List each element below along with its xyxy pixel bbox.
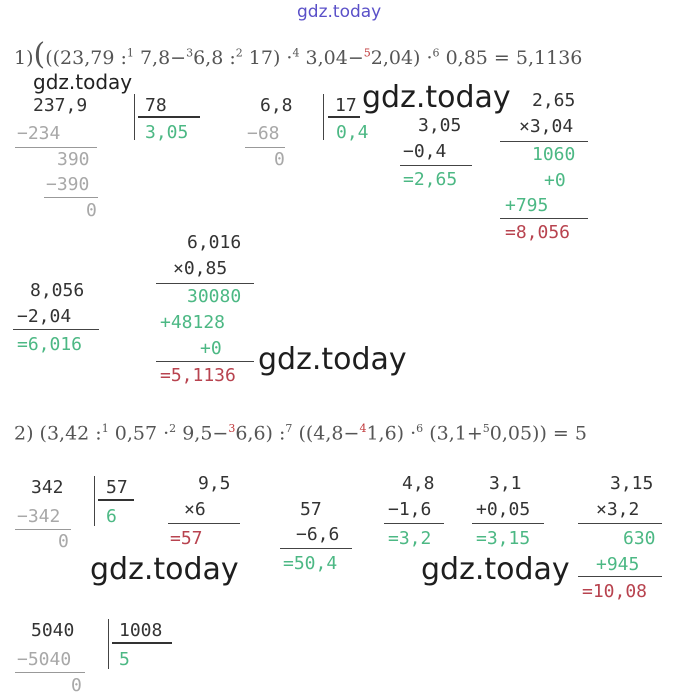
subtrahend: −390 [46,174,90,195]
product-line [156,283,254,284]
division-bar [94,476,95,526]
result-line [500,218,588,219]
watermark: gdz.today [33,70,133,94]
division-bar [108,619,109,669]
subtrahend: −234 [17,123,61,144]
operand: ×3,04 [519,116,574,137]
remainder: 0 [71,675,82,696]
result: =10,08 [582,581,648,602]
result-line [280,548,352,549]
subtraction-line [245,147,285,148]
result-line [400,165,472,166]
result-line [578,576,662,577]
partial-product: +0 [200,338,222,359]
operand: 2,65 [532,90,576,111]
remainder: 0 [86,200,97,221]
dividend: 5040 [31,620,75,641]
product-line [578,523,662,524]
result: =3,15 [476,528,531,549]
partial-product: 1060 [532,144,576,165]
operand: −6,6 [296,524,340,545]
problem2-number: 2) [14,422,34,445]
operand: 57 [300,499,322,520]
quotient: 5 [119,649,130,670]
operand: 9,5 [198,473,231,494]
operand: 3,1 [489,473,522,494]
subtrahend: −342 [17,506,61,527]
product-line [500,141,588,142]
operand: −2,04 [17,306,72,327]
watermark: gdz.today [258,342,407,377]
dividend: 6,8 [260,95,293,116]
operand: ×0,85 [173,258,228,279]
remainder: 390 [57,149,90,170]
division-bar [323,94,324,140]
quotient: 6 [106,506,117,527]
quotient: 0,4 [336,122,369,143]
partial-product: +795 [505,195,549,216]
subtrahend: −68 [247,123,280,144]
divisor: 1008 [119,620,163,641]
remainder: 0 [58,531,69,552]
result: =3,2 [388,528,432,549]
operand: 6,016 [187,232,242,253]
operand: +0,05 [476,499,531,520]
result-line [13,329,99,330]
open-paren: ( [33,37,46,72]
divisor-line [138,116,200,118]
result: =6,016 [17,334,83,355]
dividend: 237,9 [33,95,88,116]
subtraction-line [44,197,98,198]
watermark-top: gdz.today [297,2,382,22]
divisor-line [328,116,360,118]
subtraction-line [15,672,85,673]
subtrahend: −5040 [17,649,72,670]
divisor: 17 [335,95,357,116]
watermark: gdz.today [90,552,239,587]
operand: ×3,2 [596,499,640,520]
problem2-expression: 2) (3,42 :$^1$ 0,57 ·$^2$ 9,5−$^3$6,6) :$^7$ ((4,8−$^4$1,6) ·$^6$ (3,1+$^5$0,05)) = 5 [14,422,587,445]
result: =57 [170,528,203,549]
divisor-line [112,642,172,644]
partial-product: +945 [596,554,640,575]
partial-product: 30080 [187,286,242,307]
watermark: gdz.today [362,80,511,115]
operand: ×6 [184,499,206,520]
problem1-number: 1) [14,47,34,69]
divisor-line [98,499,134,501]
dividend: 342 [31,477,64,498]
result-line [472,523,544,524]
divisor: 57 [106,477,128,498]
result: =5,1136 [160,365,236,386]
operand: 8,056 [30,280,85,301]
result: =2,65 [403,169,458,190]
operand: 3,15 [610,473,654,494]
operand: 4,8 [402,473,435,494]
operand: −0,4 [403,141,447,162]
result-line [168,523,240,524]
result-line [384,523,444,524]
watermark: gdz.today [421,552,570,587]
subtraction-line [15,147,97,148]
division-bar [134,94,135,140]
divisor: 78 [145,95,167,116]
result: =8,056 [505,222,571,243]
partial-product: +48128 [160,312,226,333]
quotient: 3,05 [145,122,189,143]
partial-product: +0 [544,170,566,191]
subtraction-line [15,529,71,530]
result-line [156,361,254,362]
operand: 3,05 [418,115,462,136]
partial-product: 630 [623,528,656,549]
remainder: 0 [274,149,285,170]
operand: −1,6 [388,499,432,520]
result: =50,4 [283,553,338,574]
problem1-expression: 1)(((23,79 :$^1$ 7,8−$^3$6,8 :$^2$ 17) ·$^4$ 3,04−$^5$2,04) ·$^6$ 0,85 = 5,1136 [14,37,583,72]
